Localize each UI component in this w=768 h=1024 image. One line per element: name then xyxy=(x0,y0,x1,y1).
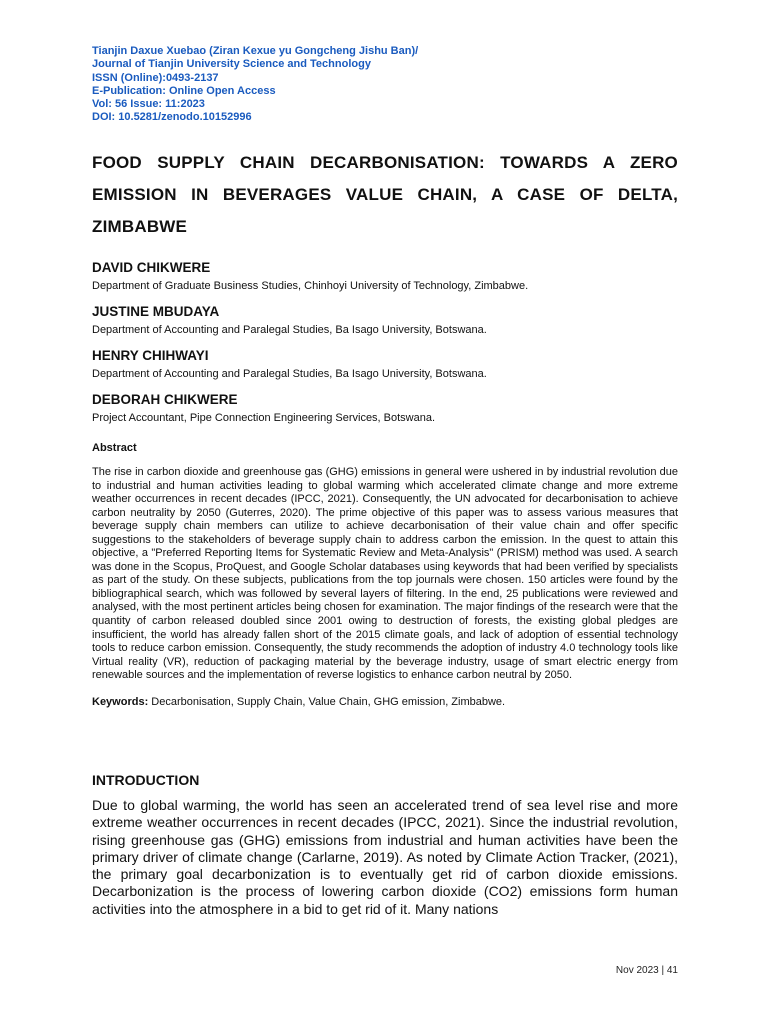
author-affiliation: Department of Graduate Business Studies, Chinhoyi University of Technology, Zimbabwe. xyxy=(92,280,529,292)
keywords xyxy=(92,695,678,709)
author-affiliation: Department of Accounting and Paralegal Studies, Ba Isago University, Botswana. xyxy=(92,368,487,380)
paper-title: FOOD SUPPLY CHAIN DECARBONISATION: TOWARDS A ZERO EMISSION IN BEVERAGES VALUE CHAIN, A CASE OF DELTA, ZIMBABWE xyxy=(92,153,678,236)
author-entry xyxy=(92,348,678,381)
page-footer xyxy=(616,965,678,977)
abstract-section xyxy=(92,441,678,709)
page-number: Nov 2023 | 41 xyxy=(615,965,678,976)
author-name: DAVID CHIKWERE xyxy=(92,260,211,275)
author-affiliation: Department of Accounting and Paralegal Studies, Ba Isago University, Botswana. xyxy=(92,324,487,336)
journal-volume: Vol: 56 Issue: 11:2023 xyxy=(92,98,205,111)
journal-header xyxy=(92,45,692,125)
author-list xyxy=(92,260,678,436)
author-name: HENRY CHIHWAYI xyxy=(92,348,209,363)
abstract-text: The rise in carbon dioxide and greenhouse gas (GHG) emissions in general were ushered in by industrial revolution due to industrial and human activities leading to global warming which accelerated climate change and more extreme weather occurrences in recent decades (IPCC, 2021). Consequently, the UN advocated for decarbonisation to achieve carbon neutrality by 2050 (Guterres, 2020). The prime objective of this paper was to assess various measures that beverage supply chain members can utilize to achieve decarbonisation of their value chain and offer specific suggestions to the stakeholders of beverage supply chain to address carbon the emission. In the quest to attain this objective, a "Preferred Reporting Items for Systematic Review and Meta-Analysis" (PRISM) method was used. A search was done in the Scopus, ProQuest, and Google Scholar databases using keywords that had been verified by specialists as part of the study. On these subjects, publications from the top journals were chosen. 150 articles were found by the bibliographical search, which was followed by several layers of filtering. In the end, 25 publications were reviewed and analysed, with the most pertinent articles being chosen for examination. The major findings of the research were that the quantity of carbon released doubled since 2001 owing to destruction of forests, the existing global pledges are insufficient, the world has already fallen short of the 2015 climate goals, and lack of adoption of essential technology tools to reduce carbon emission. Consequently, the study recommends the adoption of industry 4.0 technology tools like Virtual reality (VR), reduction of packaging material by the beverage industry, usage of smart electric energy from renewable sources and the implementation of reverse logistics to enhance carbon neutral by 2050. xyxy=(92,466,678,682)
journal-issn: ISSN (Online):0493-2137 xyxy=(92,71,219,84)
author-name: JUSTINE MBUDAYA xyxy=(92,304,220,319)
author-entry xyxy=(92,304,678,337)
journal-doi: DOI: 10.5281/zenodo.10152996 xyxy=(92,111,252,124)
abstract-heading: Abstract xyxy=(92,442,137,454)
author-affiliation: Project Accountant, Pipe Connection Engineering Services, Botswana. xyxy=(92,412,436,424)
introduction-section xyxy=(92,771,678,918)
author-entry xyxy=(92,392,678,425)
author-name: DEBORAH CHIKWERE xyxy=(92,392,238,407)
journal-publication: E-Publication: Online Open Access xyxy=(92,84,276,97)
keywords-text: Decarbonisation, Supply Chain, Value Chain, GHG emission, Zimbabwe. xyxy=(148,695,506,708)
journal-name-line1: Tianjin Daxue Xuebao (Ziran Kexue yu Gongcheng Jishu Ban)/ xyxy=(92,45,419,57)
author-entry xyxy=(92,260,678,293)
keywords-label: Keywords: xyxy=(92,695,149,708)
journal-name-line2: Journal of Tianjin University Science and Technology xyxy=(92,58,371,71)
introduction-heading: INTRODUCTION xyxy=(92,772,200,788)
introduction-text: Due to global warming, the world has seen an accelerated trend of sea level rise and more extreme weather occurrences in recent decades (IPCC, 2021). Since the industrial revolution, rising greenhouse gas (GHG) emissions from industrial and human activities have been the primary driver of climate change (Carlarne, 2019). As noted by Climate Action Tracker, (2021), the primary goal decarbonization is to eventually get rid of carbon dioxide emissions. Decarbonization is the process of lowering carbon dioxide (CO2) emissions form human activities into the atmosphere in a bid to get rid of it. Many nations xyxy=(92,797,678,917)
